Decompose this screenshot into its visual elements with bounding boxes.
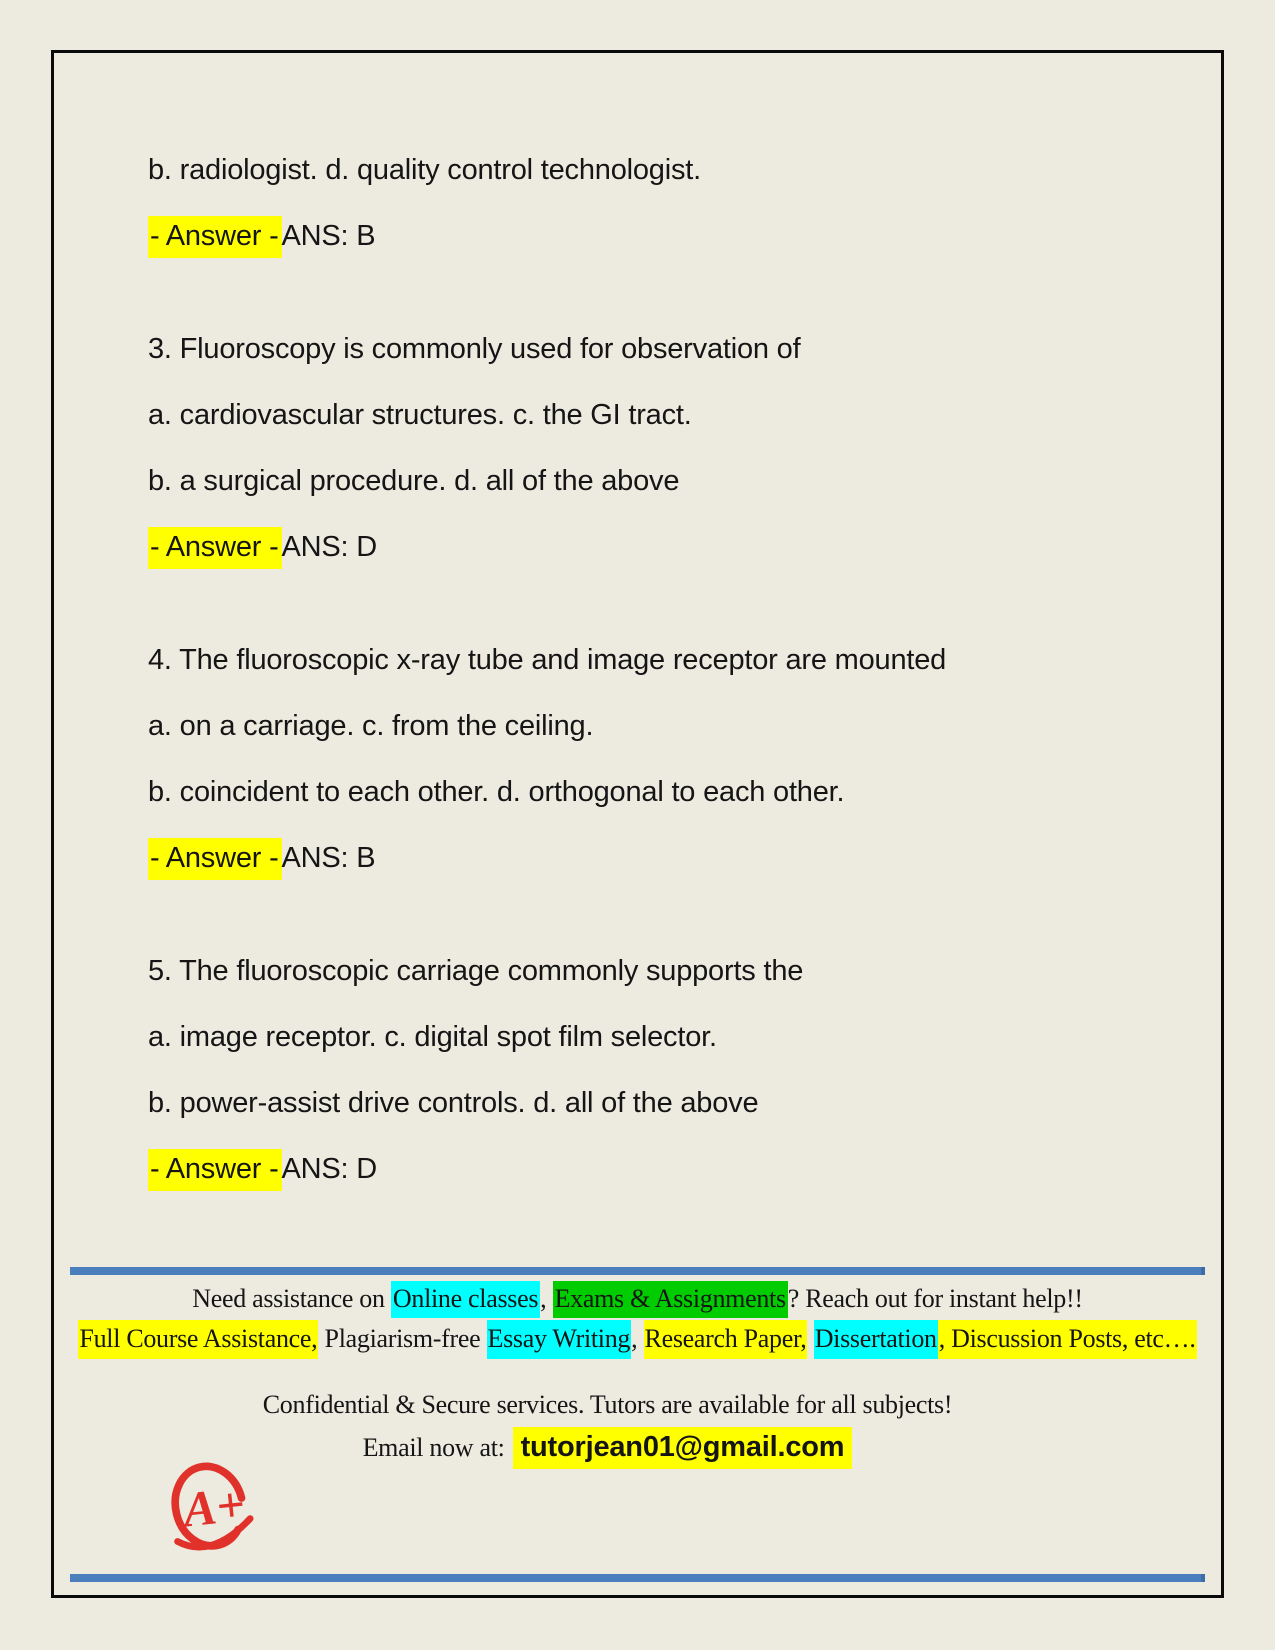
question-line: 3. Fluoroscopy is commonly used for observation of bbox=[148, 333, 801, 365]
footer-text: , bbox=[631, 1324, 644, 1353]
logo-text: A+ bbox=[180, 1476, 248, 1538]
answer-value: ANS: D bbox=[281, 531, 378, 563]
footer-highlight-online-classes: Online classes bbox=[391, 1281, 540, 1318]
question-line: 5. The fluoroscopic carriage commonly supports the bbox=[148, 955, 804, 987]
option-line: a. cardiovascular structures. c. the GI tract. bbox=[148, 399, 692, 431]
option-line: a. image receptor. c. digital spot film selector. bbox=[148, 1021, 717, 1053]
question-line: 4. The fluoroscopic x-ray tube and image receptor are mounted bbox=[148, 644, 947, 676]
footer-text: Plagiarism-free bbox=[318, 1324, 487, 1353]
footer-highlight-dissertation: Dissertation bbox=[814, 1320, 938, 1359]
email-label: Email now at: bbox=[362, 1433, 505, 1462]
divider-bottom bbox=[70, 1574, 1205, 1582]
footer-confidential-line: Confidential & Secure services. Tutors are available for all subjects! bbox=[262, 1390, 953, 1419]
answer-highlight: - Answer - bbox=[148, 216, 282, 258]
document-content bbox=[54, 53, 1221, 1262]
answer-line bbox=[148, 1149, 1181, 1189]
footer-text: , bbox=[540, 1284, 553, 1313]
document-page bbox=[51, 50, 1224, 1598]
email-address: tutorjean01@gmail.com bbox=[513, 1427, 853, 1469]
footer-highlight-discussion-posts: , Discussion Posts, etc…. bbox=[938, 1320, 1197, 1359]
footer-contact-block bbox=[54, 1387, 1221, 1469]
answer-value: ANS: B bbox=[281, 220, 376, 252]
footer-highlight-essay-writing: Essay Writing bbox=[487, 1320, 632, 1359]
option-line: b. power-assist drive controls. d. all of the above bbox=[148, 1087, 759, 1119]
question-block-1 bbox=[148, 150, 1181, 282]
question-block-5 bbox=[148, 951, 1181, 1215]
footer-highlight-exams-assignments: Exams & Assignments bbox=[553, 1281, 788, 1318]
footer-help-line bbox=[54, 1281, 1221, 1317]
footer-highlight-full-course: Full Course Assistance, bbox=[78, 1320, 318, 1359]
answer-highlight: - Answer - bbox=[148, 1149, 282, 1191]
a-plus-logo bbox=[168, 1461, 254, 1557]
option-line: a. on a carriage. c. from the ceiling. bbox=[148, 710, 594, 742]
option-line: b. a surgical procedure. d. all of the above bbox=[148, 465, 680, 497]
answer-line bbox=[148, 838, 1181, 878]
footer-services-line bbox=[54, 1317, 1221, 1361]
answer-highlight: - Answer - bbox=[148, 838, 282, 880]
question-block-4 bbox=[148, 640, 1181, 904]
option-line: b. radiologist. d. quality control technologist. bbox=[148, 154, 701, 186]
answer-value: ANS: B bbox=[281, 842, 376, 874]
answer-value: ANS: D bbox=[281, 1153, 378, 1185]
answer-highlight: - Answer - bbox=[148, 527, 282, 569]
answer-line bbox=[148, 216, 1181, 256]
question-block-3 bbox=[148, 329, 1181, 593]
answer-line bbox=[148, 527, 1181, 567]
footer-text bbox=[807, 1324, 813, 1353]
option-line: b. coincident to each other. d. orthogonal to each other. bbox=[148, 776, 845, 808]
footer-text: Need assistance on bbox=[192, 1284, 391, 1313]
footer-text: ? Reach out for instant help!! bbox=[787, 1284, 1083, 1313]
divider-top bbox=[70, 1267, 1205, 1275]
footer-highlight-research-paper: Research Paper, bbox=[644, 1320, 808, 1359]
